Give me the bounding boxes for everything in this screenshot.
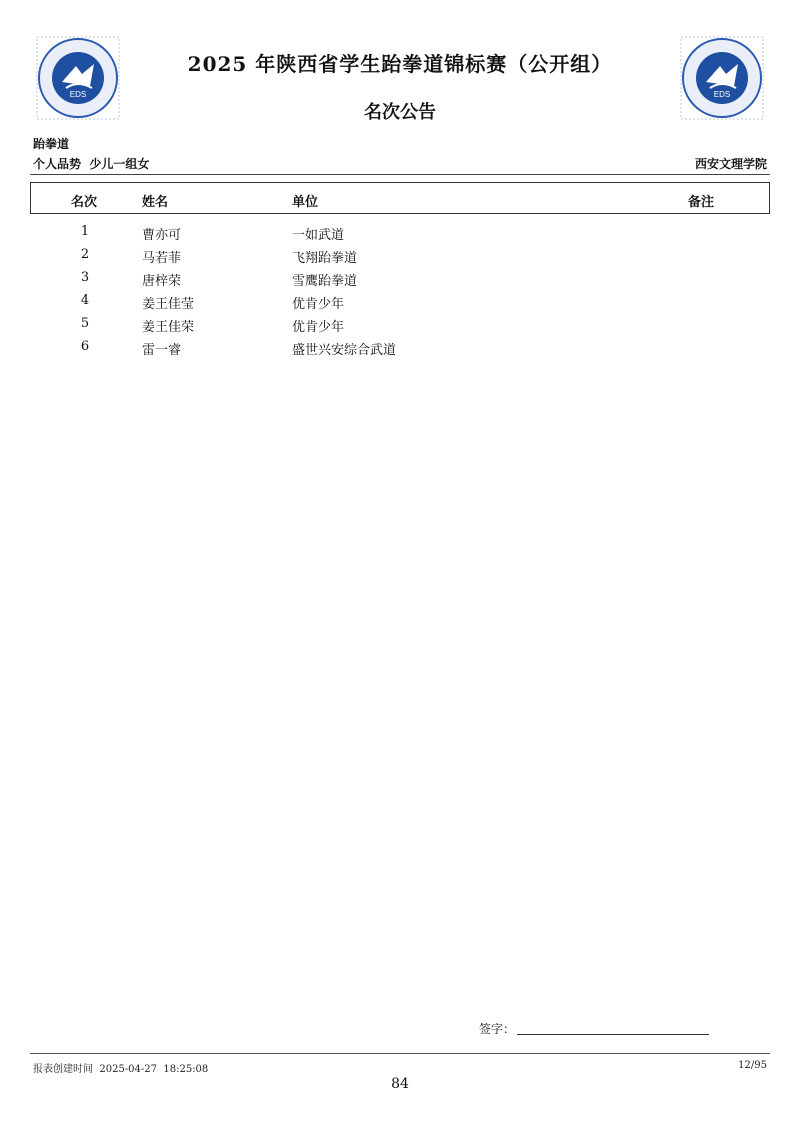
unit-cell: 雪鹰跆拳道 (292, 274, 358, 289)
table-header (30, 182, 770, 214)
signature-label: 签字： (479, 1022, 516, 1036)
name-cell: 唐梓荣 (142, 274, 182, 289)
name-cell: 雷一睿 (142, 343, 182, 358)
name-cell: 马若菲 (142, 251, 182, 266)
table-row (0, 314, 800, 337)
name-cell: 姜王佳莹 (142, 297, 195, 312)
sport-label: 跆拳道 (33, 137, 70, 151)
unit-cell: 盛世兴安综合武道 (292, 343, 397, 358)
rank-cell: 6 (80, 339, 90, 354)
page-count: 12/95 (738, 1060, 767, 1071)
signature-line (517, 1034, 709, 1035)
footer-divider (30, 1053, 770, 1054)
table-row (0, 291, 800, 314)
divider (30, 174, 770, 175)
rank-cell: 3 (80, 270, 90, 285)
svg-text:EDS: EDS (69, 90, 87, 99)
table-row (0, 337, 800, 360)
event-label: 个人品势 少儿一组女 (33, 157, 150, 171)
name-cell: 曹亦可 (142, 228, 182, 243)
unit-cell: 优肯少年 (292, 320, 345, 335)
table-row (0, 222, 800, 245)
rank-cell: 2 (80, 247, 90, 262)
page-number: 84 (391, 1076, 409, 1092)
document-subtitle: 名次公告 (364, 102, 436, 123)
table-row (0, 245, 800, 268)
rank-cell: 4 (80, 293, 90, 308)
table-row (0, 268, 800, 291)
organizer-label: 西安文理学院 (694, 157, 767, 171)
name-cell: 姜王佳荣 (142, 320, 195, 335)
rank-cell: 1 (80, 224, 90, 239)
document-title: 2025 年陕西省学生跆拳道锦标赛（公开组） (187, 52, 613, 76)
column-header-name: 姓名 (142, 195, 169, 210)
report-created-time: 报表创建时间 2025-04-27 18:25:08 (33, 1064, 209, 1075)
column-header-rank: 名次 (71, 195, 98, 210)
column-header-note: 备注 (688, 195, 715, 210)
column-header-unit: 单位 (292, 195, 319, 210)
unit-cell: 飞翔跆拳道 (292, 251, 358, 266)
rank-cell: 5 (80, 316, 90, 331)
results-table-body (0, 222, 800, 360)
svg-text:EDS: EDS (713, 90, 731, 99)
unit-cell: 优肯少年 (292, 297, 345, 312)
unit-cell: 一如武道 (292, 228, 345, 243)
